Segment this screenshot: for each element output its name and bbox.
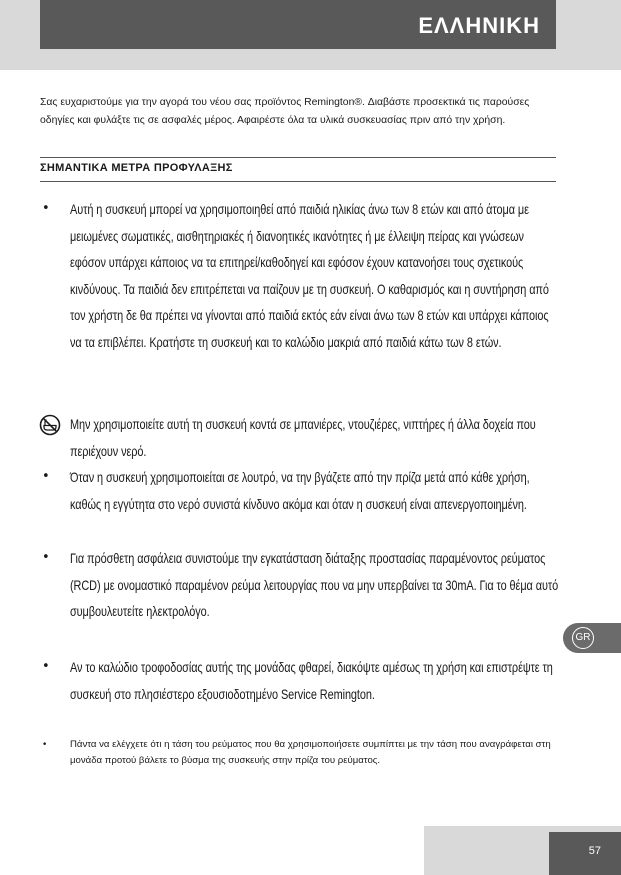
- list-item-text: Αν το καλώδιο τροφοδοσίας αυτής της μονάδας φθαρεί, διακόψτε αμέσως τη χρήση και επιστρέψτε τη συσκευή στο πλησιέστερο εξουσιοδοτημένο Service Remington.: [70, 659, 553, 702]
- no-bathtub-warning-icon: [39, 414, 61, 436]
- section-title: ΣΗΜΑΝΤΙΚΑ ΜΕΤΡΑ ΠΡΟΦΥΛΑΞΗΣ: [40, 162, 233, 174]
- list-item-text: Πάντα να ελέγχετε ότι η τάση του ρεύματος που θα χρησιμοποιήσετε συμπίπτει με την τάση που αναγράφεται στη μονάδα προτού βάλετε το βύσμα της συσκευής στην πρίζα του ρεύματος.: [70, 739, 551, 766]
- language-code-badge: GR: [572, 627, 594, 649]
- list-item-text: Μην χρησιμοποιείτε αυτή τη συσκευή κοντά σε μπανιέρες, ντουζιέρες, νιπτήρες ή άλλα δοχεία που περιέχουν νερό.: [70, 416, 536, 459]
- bullet-marker: •: [42, 201, 50, 216]
- bullet-marker: •: [42, 469, 50, 484]
- section-rule-top: [40, 157, 556, 158]
- section-rule-bottom: [40, 181, 556, 182]
- language-side-tab: [563, 623, 621, 653]
- bullet-marker: •: [42, 740, 48, 750]
- intro-paragraph: Σας ευχαριστούμε για την αγορά του νέου σας προϊόντος Remington®. Διαβάστε προσεκτικά τις παρούσες οδηγίες και φυλάξτε τις σε ασφαλές μέρος. Αφαιρέστε όλα τα υλικά συσκευασίας πριν από την χρήση.: [40, 97, 530, 126]
- page-number: 57: [549, 832, 621, 875]
- list-item-text: Για πρόσθετη ασφάλεια συνιστούμε την εγκατάσταση διάταξης προστασίας παραμένοντος ρεύματος (RCD) με ονομαστικό παραμένον ρεύμα λειτουργίας που να μην υπερβαίνει τα 30mA. Για το θέμα αυτό συμβουλευτείτε ηλεκτρολόγο.: [70, 550, 559, 619]
- language-header: ΕΛΛΗΝΙΚΗ: [40, 0, 556, 49]
- list-item-text: Όταν η συσκευή χρησιμοποιείται σε λουτρό, να την βγάζετε από την πρίζα μετά από κάθε χρήση, καθώς η εγγύτητα στο νερό συνιστά κίνδυνο ακόμα και όταν η συσκευή είναι απενεργοποιημένη.: [70, 469, 530, 512]
- bullet-marker: •: [42, 550, 50, 565]
- list-item-text: Αυτή η συσκευή μπορεί να χρησιμοποιηθεί από παιδιά ηλικίας άνω των 8 ετών και από άτομα με μειωμένες σωματικές, αισθητηριακές ή διανοητικές ικανότητες ή με έλλειψη πείρας και γνώσεων εφόσον υπάρχει κάποιος να τα επιτηρεί/καθοδηγεί και εφόσον έχουν κατανοήσει τους σχετικούς κινδύνους. Τα παιδιά δεν επιτρέπεται να παίζουν με τη συσκευή. Ο καθαρισμός και η συντήρηση από τον χρήστη δε θα πρέπει να γίνονται από παιδιά εκτός εάν είναι άνω των 8 ετών και υπάρχει κάποιος να τα επιβλέπει. Κρατήστε τη συσκευή και το καλώδιο μακριά από παιδιά κάτω των 8 ετών.: [70, 201, 549, 350]
- bullet-marker: •: [42, 659, 50, 674]
